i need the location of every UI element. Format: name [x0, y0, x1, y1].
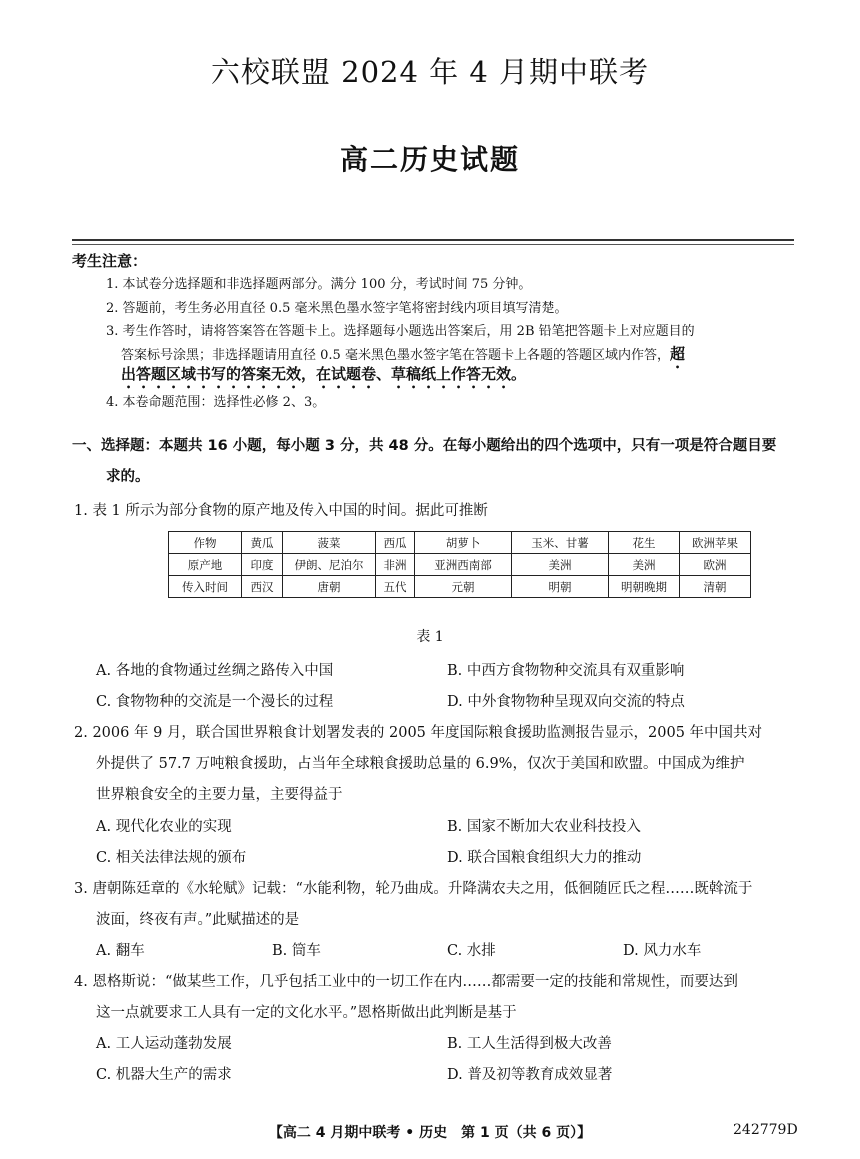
question-1-stem: 1. 表 1 所示为部分食物的原产地及传入中国的时间。据此可推断: [74, 503, 488, 519]
q2-option-d: D. 联合国粮食组织大力的推动: [447, 850, 642, 866]
table-cell: 西汉: [242, 576, 283, 598]
header-rule-thin: [72, 244, 794, 245]
notice-item-3-text: 答案标号涂黑；非选择题请用直径 0.5 毫米黑色墨水签字笔在答题卡上各题的答题区域内作答，: [121, 348, 670, 363]
q4-option-c: C. 机器大生产的需求: [96, 1067, 232, 1083]
q2-option-b: B. 国家不断加大农业科技投入: [447, 819, 641, 835]
question-3-line-2: 波面，终夜有声。”此赋描述的是: [96, 912, 300, 928]
table-cell: 花生: [609, 532, 680, 554]
notice-item-4: 4. 本卷命题范围：选择性必修 2、3。: [106, 395, 326, 410]
table-cell: 西瓜: [376, 532, 415, 554]
table-cell: 亚洲西南部: [415, 554, 512, 576]
table-cell: 欧洲苹果: [680, 532, 751, 554]
table-row: [169, 576, 751, 598]
table-cell: 胡萝卜: [415, 532, 512, 554]
table-cell: 非洲: [376, 554, 415, 576]
notice-item-1: 1. 本试卷分选择题和非选择题两部分。满分 100 分，考试时间 75 分钟。: [106, 277, 532, 292]
question-2-line-3: 世界粮食安全的主要力量，主要得益于: [96, 787, 343, 803]
table-cell: 传入时间: [169, 576, 242, 598]
notice-emphasis-start: 超: [669, 345, 685, 363]
q1-option-d: D. 中外食物物种呈现双向交流的特点: [447, 694, 685, 710]
table-cell: 美洲: [512, 554, 609, 576]
table-caption: 表 1: [416, 629, 444, 645]
q3-option-b: B. 筒车: [272, 943, 321, 959]
table-row: [169, 554, 751, 576]
q1-option-c: C. 食物物种的交流是一个漫长的过程: [96, 694, 334, 710]
notice-heading: 考生注意：: [72, 252, 148, 270]
table-row: [169, 532, 751, 554]
page-footer: 【高二 4 月期中联考 • 历史 第 1 页（共 6 页）】: [268, 1125, 592, 1141]
table-cell: 欧洲: [680, 554, 751, 576]
table-cell: 五代: [376, 576, 415, 598]
question-4-line-2: 这一点就要求工人具有一定的文化水平。”恩格斯做出此判断是基于: [96, 1005, 517, 1021]
q3-option-a: A. 翻车: [96, 943, 145, 959]
exam-subtitle: 高二历史试题: [339, 143, 520, 176]
notice-emphasis: 出答题区域书写的答案无效，在试题卷、草稿纸上作答无效。: [121, 365, 527, 383]
table-cell: 印度: [242, 554, 283, 576]
table-cell: 清朝: [680, 576, 751, 598]
table-cell: 作物: [169, 532, 242, 554]
notice-item-3: 3. 考生作答时，请将答案答在答题卡上。选择题每小题选出答案后，用 2B 铅笔把答题卡上对应题目的: [106, 324, 695, 339]
question-2-line-2: 外提供了 57.7 万吨粮食援助，占当年全球粮食援助总量的 6.9%，仅次于美国和欧盟。中国成为维护: [96, 756, 745, 772]
table-cell: 菠菜: [283, 532, 376, 554]
section-heading: 一、选择题：本题共 16 小题，每小题 3 分，共 48 分。在每小题给出的四个选项中，只有一项是符合题目要: [72, 438, 777, 454]
header-rule: [72, 239, 794, 241]
q2-option-a: A. 现代化农业的实现: [96, 819, 232, 835]
q1-option-b: B. 中西方食物物种交流具有双重影响: [447, 663, 685, 679]
table-cell: 元朝: [415, 576, 512, 598]
food-origin-table: [168, 531, 751, 598]
notice-item-2: 2. 答题前，考生务必用直径 0.5 毫米黑色墨水签字笔将密封线内项目填写清楚。: [106, 301, 568, 316]
table-cell: 唐朝: [283, 576, 376, 598]
table-cell: 原产地: [169, 554, 242, 576]
table-cell: 玉米、甘薯: [512, 532, 609, 554]
q1-option-a: A. 各地的食物通过丝绸之路传入中国: [96, 663, 334, 679]
q4-option-a: A. 工人运动蓬勃发展: [96, 1036, 232, 1052]
table-cell: 明朝: [512, 576, 609, 598]
table-cell: 伊朗、尼泊尔: [283, 554, 376, 576]
table-cell: 黄瓜: [242, 532, 283, 554]
question-3-line-1: 3. 唐朝陈廷章的《水轮赋》记载：“水能利物，轮乃曲成。升降满农夫之用，低徊随匠氏之程……既斡流于: [74, 881, 753, 897]
section-heading-cont: 求的。: [106, 469, 150, 485]
paper-code: 242779D: [733, 1122, 798, 1138]
question-2-line-1: 2. 2006 年 9 月，联合国世界粮食计划署发表的 2005 年度国际粮食援助监测报告显示，2005 年中国共对: [74, 725, 763, 741]
q4-option-b: B. 工人生活得到极大改善: [447, 1036, 612, 1052]
table-cell: 明朝晚期: [609, 576, 680, 598]
exam-title: 六校联盟 2024 年 4 月期中联考: [210, 55, 650, 89]
q4-option-d: D. 普及初等教育成效显著: [447, 1067, 613, 1083]
table-cell: 美洲: [609, 554, 680, 576]
question-4-line-1: 4. 恩格斯说：“做某些工作，几乎包括工业中的一切工作在内……都需要一定的技能和常规性，而要达到: [74, 974, 738, 990]
q3-option-c: C. 水排: [447, 943, 496, 959]
q2-option-c: C. 相关法律法规的颁布: [96, 850, 247, 866]
q3-option-d: D. 风力水车: [623, 943, 702, 959]
